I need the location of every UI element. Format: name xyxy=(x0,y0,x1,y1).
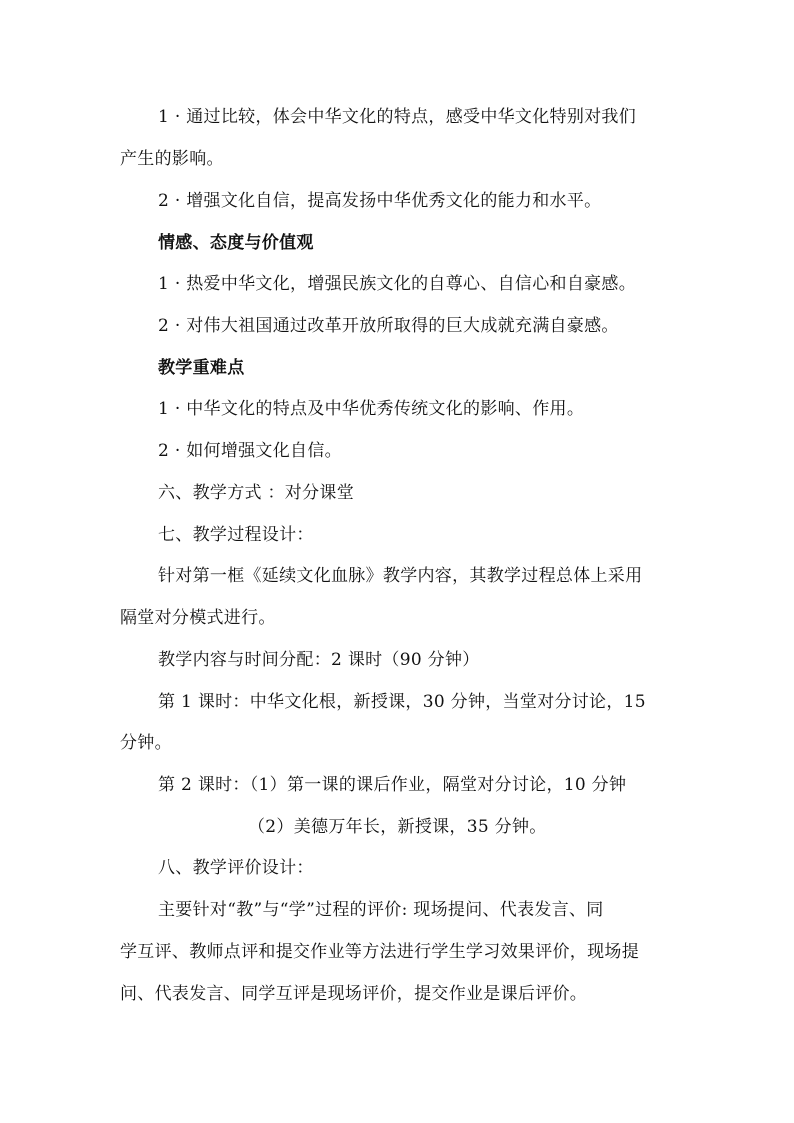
lesson-2-item-2: （2）美德万年长，新授课，35 分钟。 xyxy=(248,817,547,837)
evaluation-paragraph-line-3: 问、代表发言、同学互评是现场评价，提交作业是课后评价。 xyxy=(120,984,588,1004)
objective-1-line-1: 1 · 通过比较，体会中华文化的特点，感受中华文化特别对我们 xyxy=(158,107,637,127)
lesson-1-line-1: 第 1 课时：中华文化根，新授课，30 分钟，当堂对分讨论，15 xyxy=(158,692,646,712)
heading-attitude-values: 情感、态度与价值观 xyxy=(158,233,314,253)
evaluation-paragraph-line-1: 主要针对“教”与“学”过程的评价: 现场提问、代表发言、同 xyxy=(158,900,604,920)
section-7-process-design: 七、教学过程设计： xyxy=(158,525,314,545)
section-6-teaching-method: 六、教学方式 ：对分课堂 xyxy=(158,483,355,503)
process-paragraph-line-1: 针对第一框《延续文化血脉》教学内容，其教学过程总体上采用 xyxy=(158,566,643,586)
key-point-2: 2 · 如何增强文化自信。 xyxy=(158,441,342,461)
lesson-1-line-2: 分钟。 xyxy=(120,733,172,753)
key-point-1: 1 · 中华文化的特点及中华优秀传统文化的影响、作用。 xyxy=(158,399,585,419)
evaluation-paragraph-line-2: 学互评、教师点评和提交作业等方法进行学生学习效果评价，现场提 xyxy=(120,942,639,962)
attitude-1: 1 · 热爱中华文化，增强民族文化的自尊心、自信心和自豪感。 xyxy=(158,274,637,294)
lesson-2-item-1: 第 2 课时：（1）第一课的课后作业，隔堂对分讨论，10 分钟 xyxy=(158,775,627,795)
objective-1-line-2: 产生的影响。 xyxy=(120,149,224,169)
section-8-evaluation-design: 八、教学评价设计： xyxy=(158,858,314,878)
process-paragraph-line-2: 隔堂对分模式进行。 xyxy=(120,608,276,628)
heading-key-points: 教学重难点 xyxy=(158,358,245,378)
objective-2: 2 · 增强文化自信，提高发扬中华优秀文化的能力和水平。 xyxy=(158,191,602,211)
attitude-2: 2 · 对伟大祖国通过改革开放所取得的巨大成就充满自豪感。 xyxy=(158,316,619,336)
time-allocation: 教学内容与时间分配：2 课时（90 分钟） xyxy=(158,650,480,670)
